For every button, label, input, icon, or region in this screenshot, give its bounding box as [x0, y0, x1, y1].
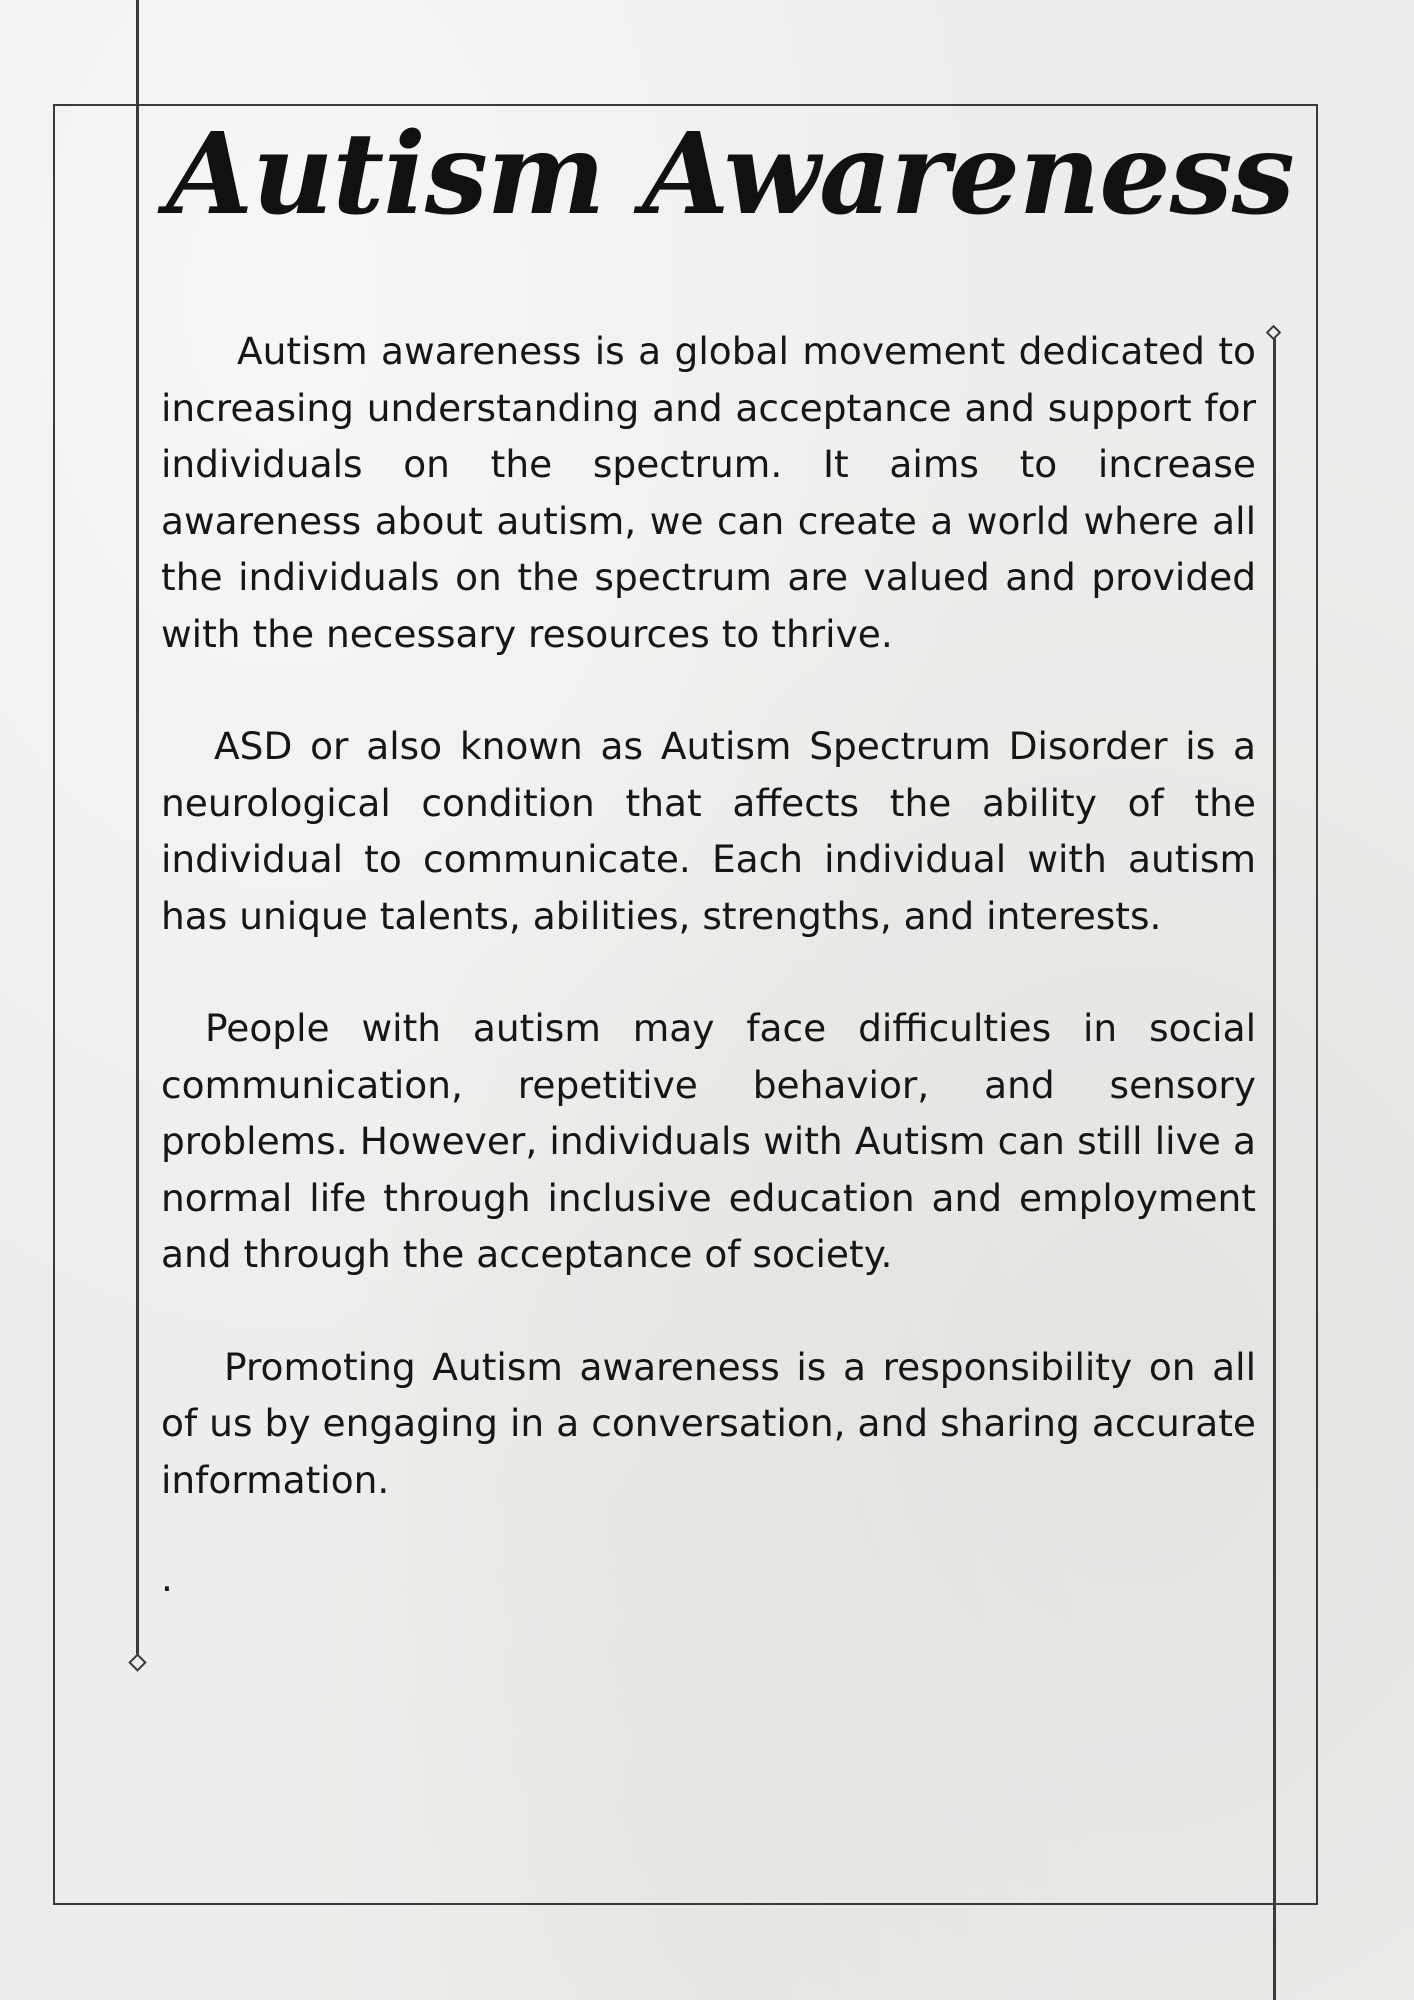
paragraph-promotion: Promoting Autism awareness is a responsibility on all of us by engaging in a conversation, and sharing accurate information.	[161, 1344, 1256, 1502]
left-decorative-line	[136, 0, 139, 1656]
trailing-mark: .	[161, 1556, 173, 1600]
paragraph-challenges: People with autism may face difficulties in social communication, repetitive behavior, and sensory problems. However, individuals with Autism can still live a normal life through inclusive education and employment and through the acceptance of society.	[161, 1006, 1256, 1276]
body-text	[161, 323, 1256, 1606]
paragraph-asd-definition: ASD or also known as Autism Spectrum Disorder is a neurological condition that affects the ability of the individual to communicate. Each individual with autism has unique talents, abilities, strengths, and interests.	[161, 724, 1256, 938]
paragraph-intro: Autism awareness is a global movement dedicated to increasing understanding and acceptance and support for individuals on the spectrum. It aims to increase awareness about autism, we can create a world where all the individuals on the spectrum are valued and provided with the necessary resources to thrive.	[161, 329, 1256, 656]
right-decorative-line	[1273, 332, 1276, 2000]
page-title: Autism Awareness	[166, 109, 1294, 240]
